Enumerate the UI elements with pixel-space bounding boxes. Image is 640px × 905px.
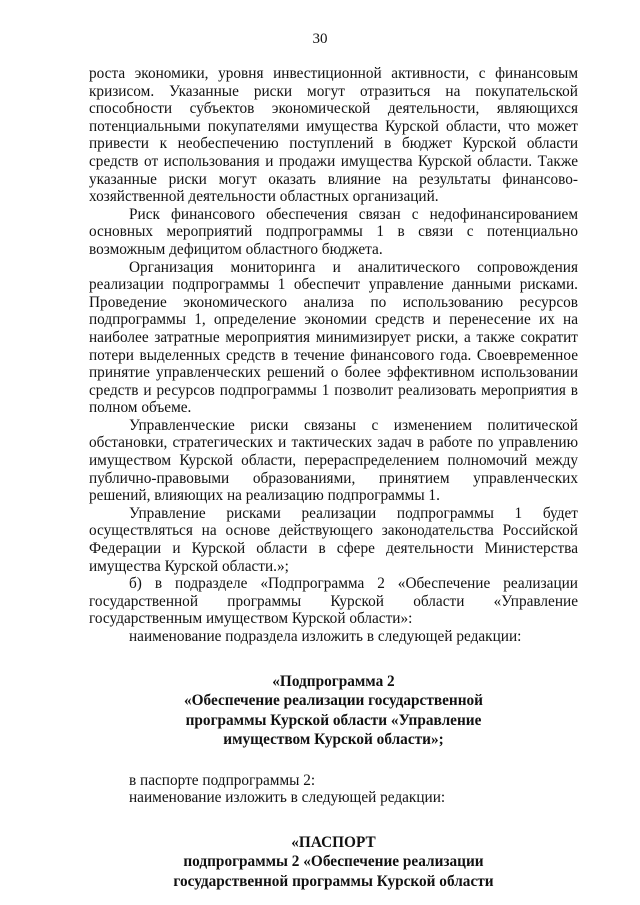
paragraph-financial-risk: Риск финансового обеспечения связан с недофинансированием основных мероприятий подпрограммы 1 в связи с потенциально возможным дефицитом областного бюджета.	[89, 205, 578, 258]
passport-heading	[89, 833, 578, 892]
passport-heading-line: «ПАСПОРТ	[291, 833, 376, 851]
paragraph-risk-economy: роста экономики, уровня инвестиционной активности, с финансовым кризисом. Указанные риски могут отразиться на покупательской способности субъектов экономической деятельности, являющихся потенциальными покупателями имущества Курской области, что может привести к необеспечению поступлений в бюджет Курской области средств от использования и продажи имущества Курской области. Также указанные риски могут оказать влияние на результаты финансово-хозяйственной деятельности областных организаций.	[89, 65, 578, 206]
instruction-rename-subsection: наименование подраздела изложить в следующей редакции:	[129, 628, 522, 645]
paragraph-subsection-b: б) в подразделе «Подпрограмма 2 «Обеспечение реализации государственной программы Курской области «Управление государственным имуществом Курской области»:	[89, 575, 578, 628]
passport-heading-line: государственной программы Курской области	[173, 872, 494, 890]
instruction-passport: в паспорте подпрограммы 2:	[129, 771, 316, 789]
paragraph-monitoring: Организация мониторинга и аналитического сопровождения реализации подпрограммы 1 обеспечит управление данными рисками. Проведение экономического анализа по использованию ресурсов подпрограммы 1, определение экономии средств и перенесение их на наиболее затратные мероприятия минимизирует риски, а также сократит потери выделенных средств в течение финансового года. Своевременное принятие управленческих решений о более эффективном использовании средств и ресурсов подпрограммы 1 позволит реализовать мероприятия в полном объеме.	[89, 258, 578, 417]
subsection-heading-line: «Подпрограмма 2	[272, 672, 395, 690]
paragraph-management-risks: Управленческие риски связаны с изменением политической обстановки, стратегических и тактических задач в работе по управлению имуществом Курской области, перераспределением полномочий между публично-правовыми образованиями, принятием управленческих решений, влияющих на реализацию подпрограммы 1.	[89, 416, 578, 505]
page-number: 30	[312, 31, 328, 47]
subsection-heading	[89, 672, 578, 750]
subsection-heading-line: программы Курской области «Управление	[185, 711, 482, 729]
instruction-rename-passport: наименование изложить в следующей редакции:	[129, 789, 446, 807]
document-body	[89, 65, 578, 891]
subsection-heading-line: «Обеспечение реализации государственной	[184, 692, 483, 710]
paragraph-risk-management: Управление рисками реализации подпрограммы 1 будет осуществляться на основе действующего законодательства Российской Федерации и Курской области в сфере деятельности Министерства имущества Курской области.»;	[89, 504, 578, 575]
subsection-heading-line: имуществом Курской области»;	[223, 731, 444, 749]
passport-heading-line: подпрограммы 2 «Обеспечение реализации	[183, 853, 484, 871]
